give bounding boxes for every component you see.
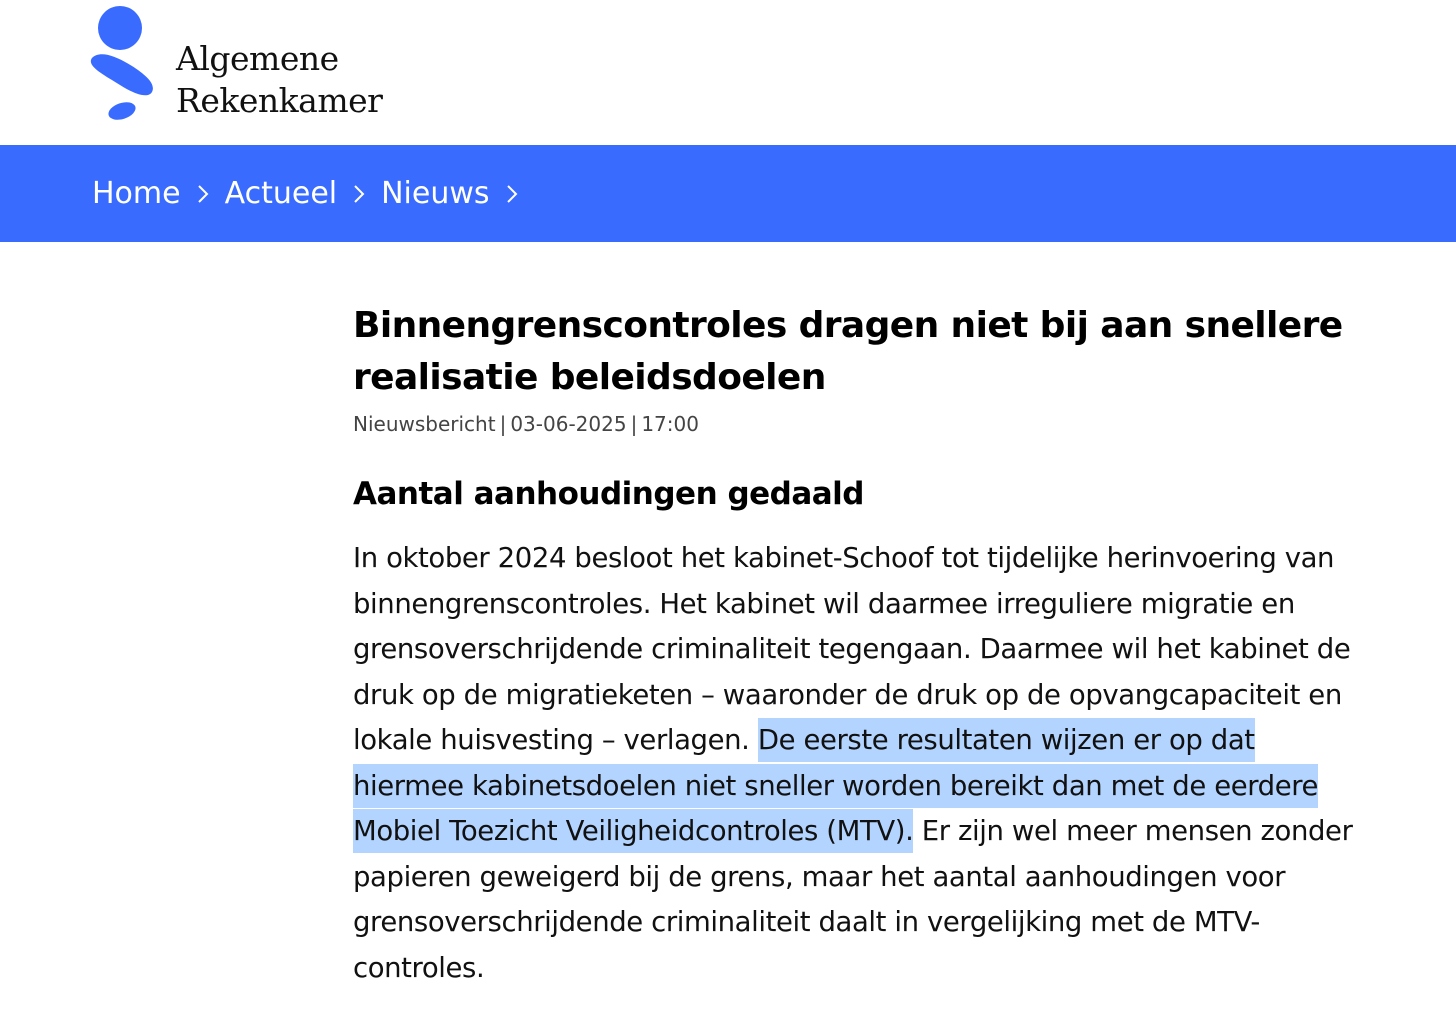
breadcrumb-nieuws-link[interactable]: Nieuws xyxy=(381,176,490,211)
site-header xyxy=(0,0,1456,145)
paragraph-text-before: In oktober 2024 besloot het kabinet-Schoof tot tijdelijke herinvoering van binnengrenscontroles. Het kabinet wil daarmee irreguliere migratie en grensoverschrijdende criminaliteit tegengaan. Daarmee wil het kabinet de druk op de migratieketen – waaronder de druk op de opvangcapaciteit en lokale huisvesting – verlagen. xyxy=(353,542,1351,756)
rekenkamer-logo-icon[interactable] xyxy=(0,0,170,145)
breadcrumb-home-link[interactable]: Home xyxy=(92,176,181,211)
paragraph-text-after: Er zijn wel meer mensen zonder papieren geweigerd bij de grens, maar het aantal aanhoudingen voor grensoverschrijdende criminaliteit daalt in vergelijking met de MTV-controles. xyxy=(353,815,1353,984)
article-paragraph xyxy=(353,536,1363,991)
selected-text[interactable]: De eerste resultaten wijzen er op dat hiermee kabinetsdoelen niet sneller worden bereikt dan met de eerdere Mobiel Toezicht Veiligheidcontroles (MTV). xyxy=(353,718,1318,853)
breadcrumb-actueel-link[interactable]: Actueel xyxy=(224,176,338,211)
brand-name-line2: Rekenkamer xyxy=(176,81,383,120)
article-meta xyxy=(353,410,1363,438)
section-heading: Aantal aanhoudingen gedaald xyxy=(353,476,865,512)
chevron-right-icon xyxy=(349,182,369,206)
article xyxy=(353,300,1363,991)
article-date: 03-06-2025 xyxy=(510,412,627,436)
page-title: Binnengrenscontroles dragen niet bij aan snellere realisatie beleidsdoelen xyxy=(353,305,1343,398)
article-type: Nieuwsbericht xyxy=(353,412,496,436)
chevron-right-icon xyxy=(193,182,213,206)
breadcrumb-bar xyxy=(0,145,1456,242)
article-time: 17:00 xyxy=(641,412,699,436)
brand-name-line1: Algemene xyxy=(176,39,339,78)
breadcrumb xyxy=(92,145,534,242)
meta-separator: | xyxy=(630,412,638,436)
brand-name[interactable] xyxy=(176,38,382,122)
chevron-right-icon xyxy=(502,182,522,206)
meta-separator: | xyxy=(499,412,507,436)
